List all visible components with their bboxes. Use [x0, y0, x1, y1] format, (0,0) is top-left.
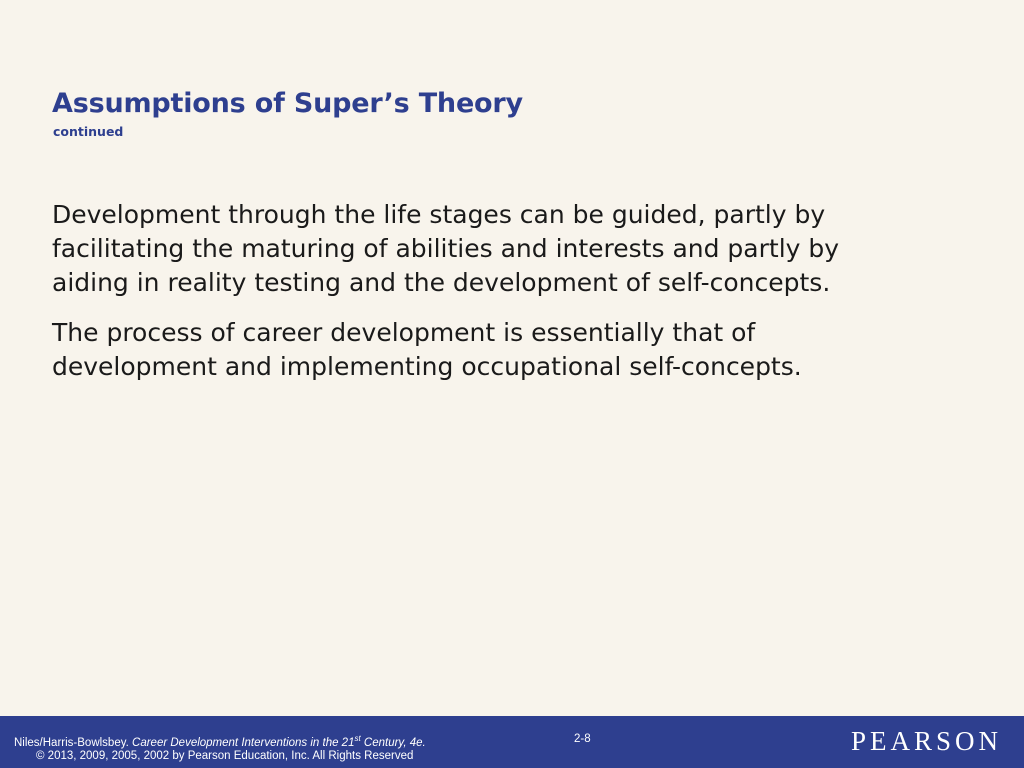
copyright-text: © 2013, 2009, 2005, 2002 by Pearson Education, Inc. All Rights Reserved	[36, 750, 414, 762]
pearson-logo: PEARSON	[850, 726, 1002, 756]
page-number: 2-8	[574, 733, 591, 745]
slide-body	[52, 198, 972, 400]
citation-line	[14, 734, 426, 749]
citation-book-title: Career Development Interventions in the 21st Century, 4e.	[132, 734, 426, 749]
citation-authors: Niles/Harris-Bowlsbey.	[14, 736, 133, 749]
footer-bar	[0, 716, 1024, 768]
slide-subtitle: continued	[53, 124, 124, 139]
body-paragraph: Development through the life stages can be guided, partly by facilitating the maturing of abilities and interests and partly by aiding in reality testing and the development of self-concepts.	[52, 200, 840, 297]
body-paragraph: The process of career development is essentially that of development and implementing occupational self-concepts.	[52, 318, 802, 381]
slide-title: Assumptions of Super’s Theory	[52, 88, 523, 119]
